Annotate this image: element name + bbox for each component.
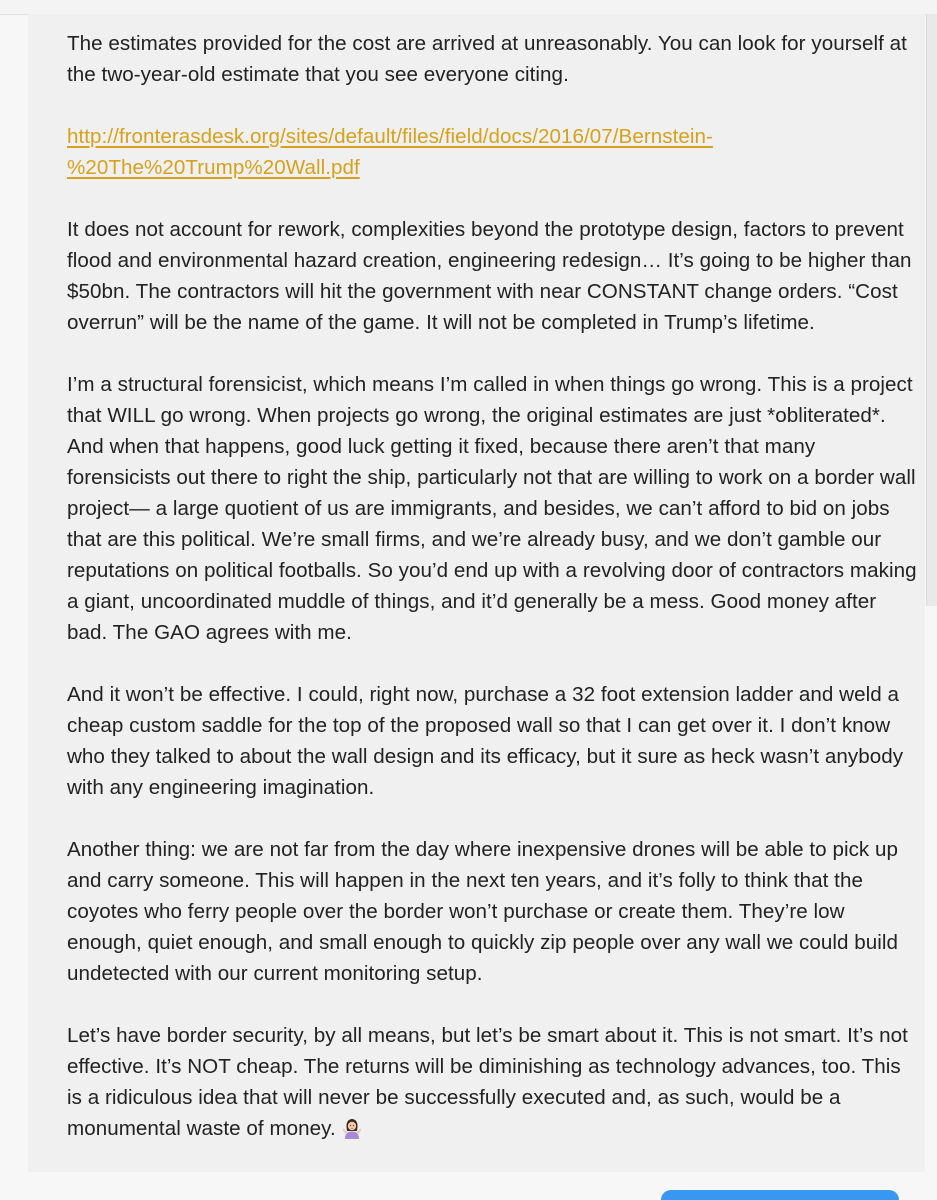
estimate-link (67, 121, 917, 183)
estimate-link-line-2[interactable]: %20The%20Trump%20Wall.pdf (67, 156, 360, 179)
action-button[interactable] (661, 1190, 899, 1200)
paragraph-cost-estimates: The estimates provided for the cost are arrived at unreasonably. You can look for yourself at the two-year-old estimate that you see everyone citing. (67, 32, 907, 86)
estimate-link-line-1[interactable]: http://fronterasdesk.org/sites/default/files/field/docs/2016/07/Bernstein- (67, 125, 713, 148)
scrollbar[interactable] (926, 14, 937, 606)
paragraph-drones: Another thing: we are not far from the day where inexpensive drones will be able to pick up and carry someone. This will happen in the next ten years, and it’s folly to think that the coyotes who ferry people over the border won’t purchase or create them. They’re low enough, quiet enough, and small enough to quickly zip people over any wall we could build undetected with our current monitoring setup. (67, 838, 899, 985)
paragraph-conclusion (67, 1020, 917, 1144)
paragraph-conclusion-text: Let’s have border security, by all means, but let’s be smart about it. This is not smart. It’s not effective. It’s NOT cheap. The returns will be diminishing as technology advances, too. This is a ridiculous idea that will never be successfully executed and, as such, would be a monumental waste of money. (67, 1024, 908, 1140)
top-bar (0, 0, 937, 15)
paragraph-rework: It does not account for rework, complexities beyond the prototype design, factors to prevent flood and environmental hazard creation, engineering redesign… It’s going to be higher than $50bn. The contractors will hit the government with near CONSTANT change orders. “Cost overrun” will be the name of the game. It will not be completed in Trump’s lifetime. (67, 218, 912, 334)
woman-shrugging-emoji-icon (340, 1116, 364, 1140)
note-body (67, 28, 917, 1144)
paragraph-effectiveness: And it won’t be effective. I could, right now, purchase a 32 foot extension ladder and weld a cheap custom saddle for the top of the proposed wall so that I can get over it. I don’t know who they talked to about the wall design and its efficacy, but it sure as heck wasn’t anybody with any engineering imagination. (67, 683, 904, 799)
paragraph-forensicist: I’m a structural forensicist, which means I’m called in when things go wrong. This is a project that WILL go wrong. When projects go wrong, the original estimates are just *obliterated*. And when that happens, good luck getting it fixed, because there aren’t that many forensicists out there to right the ship, particularly not that are willing to work on a border wall project— a large quotient of us are immigrants, and besides, we can’t afford to bid on jobs that are this political. We’re small firms, and we’re already busy, and we don’t gamble our reputations on political footballs. So you’d end up with a revolving door of contractors making a giant, uncoordinated muddle of things, and it’d generally be a mess. Good money after bad. The GAO agrees with me. (67, 373, 917, 644)
